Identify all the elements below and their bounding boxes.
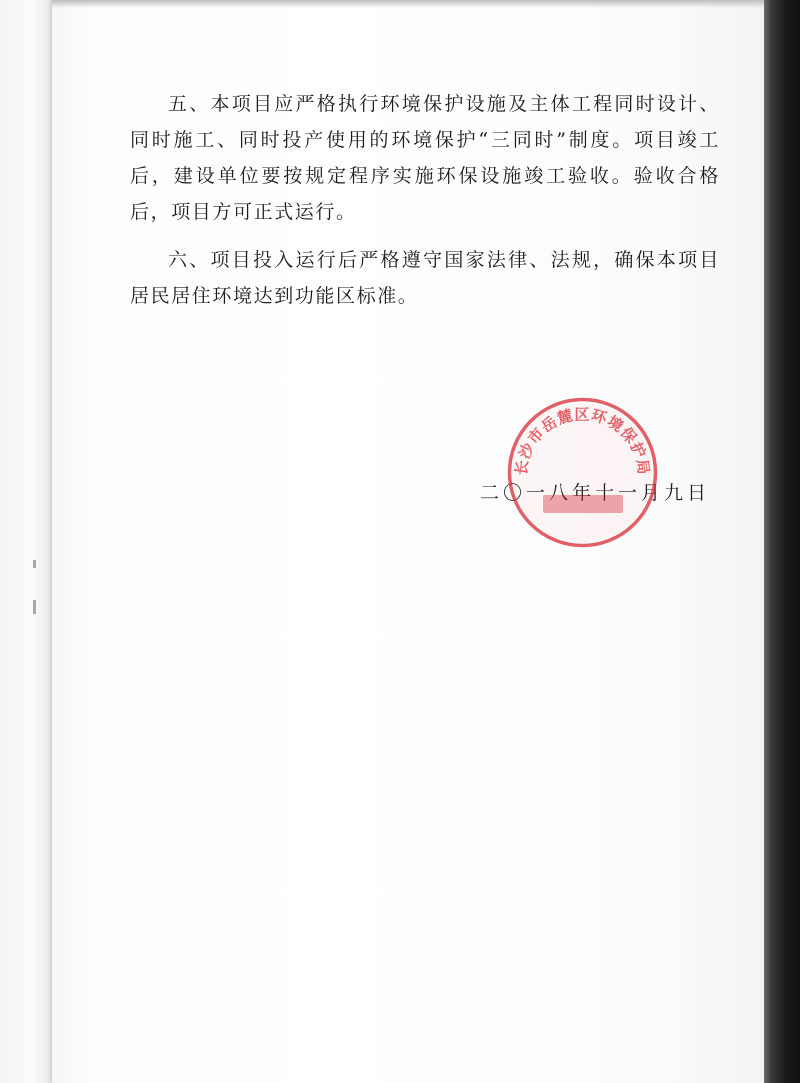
previous-page-edge [0,0,60,1083]
paragraph-six: 六、项目投入运行后严格遵守国家法律、法规，确保本项目居民居住环境达到功能区标准。 [130,249,720,307]
paragraph-five: 五、本项目应严格执行环境保护设施及主体工程同时设计、同时施工、同时投产使用的环境保护“三同时”制度。项目竣工后，建设单位要按规定程序实施环保设施竣工验收。验收合格后，项目方可正式运行。 [130,93,720,223]
margin-speck [33,560,36,568]
page-top-shadow [52,0,800,8]
official-seal [505,395,660,550]
document-date: 二〇一八年十一月九日 [480,482,711,504]
margin-speck [33,600,36,614]
seal-text: 长沙市岳麓区环境保护局 [512,405,653,477]
scanner-right-edge [764,0,800,1083]
